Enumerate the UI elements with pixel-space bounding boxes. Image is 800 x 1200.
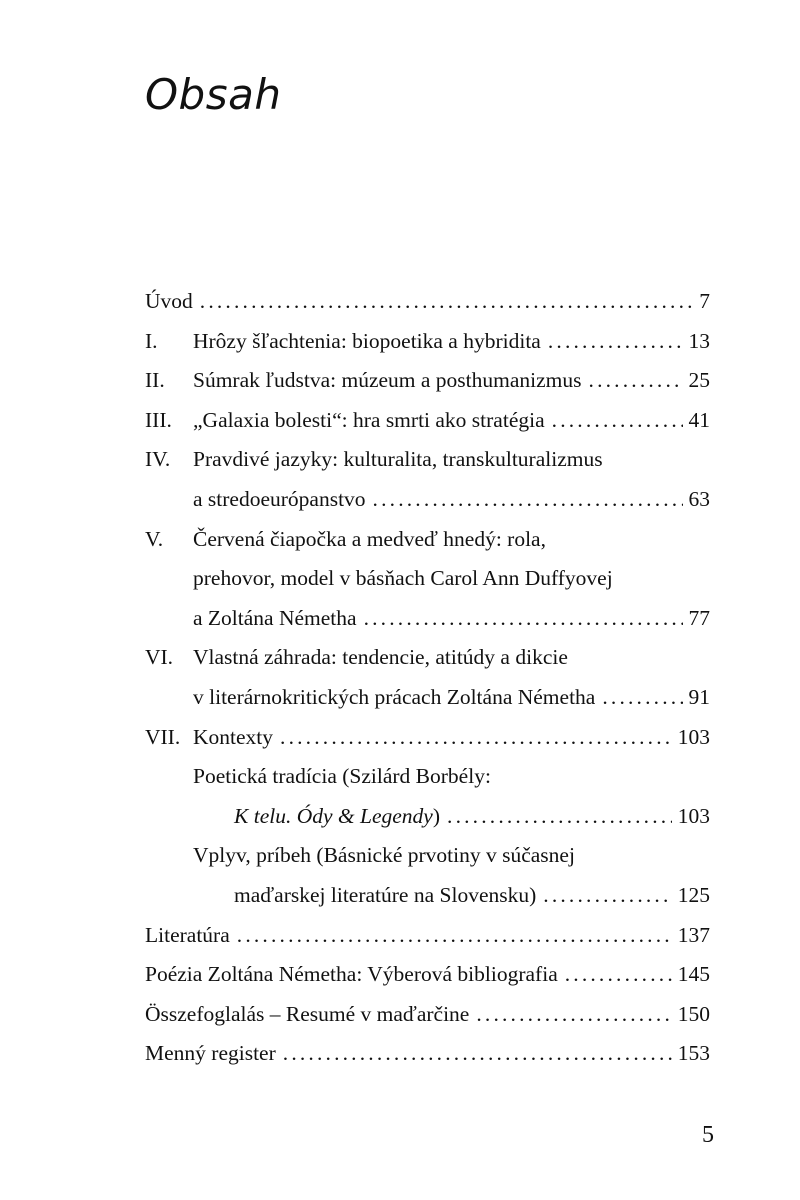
toc-entry-register <box>145 1034 710 1074</box>
dot-leader <box>548 322 683 362</box>
toc-page: 103 <box>677 803 710 828</box>
toc-entry-uvod <box>145 282 710 322</box>
chapter-number: II. <box>145 368 165 393</box>
toc-title-line: maďarskej literatúre na Slovensku) <box>234 882 537 907</box>
closing-paren: ) <box>432 803 441 828</box>
dot-leader <box>543 876 671 916</box>
toc-entry-chapter-5 <box>145 520 710 560</box>
toc-entry-chapter-6 <box>145 638 710 678</box>
toc-title-line: Pravdivé jazyky: kulturalita, transkulturalizmus <box>193 447 603 472</box>
toc-title-line: Vlastná záhrada: tendencie, atitúdy a dikcie <box>193 645 568 670</box>
toc-subentry-2-cont <box>145 876 710 916</box>
toc-title: Összefoglalás – Resumé v maďarčine <box>145 1001 470 1026</box>
toc-page: 125 <box>677 882 710 907</box>
toc-entry-chapter-4-cont <box>145 480 710 520</box>
toc-entry-chapter-1 <box>145 322 710 362</box>
toc-page: 13 <box>688 328 710 353</box>
chapter-number: III. <box>145 407 172 432</box>
toc-page: 25 <box>688 368 710 393</box>
dot-leader <box>373 480 683 520</box>
page-title: Obsah <box>145 70 282 119</box>
toc-subentry-1 <box>145 757 710 797</box>
dot-leader <box>447 797 672 837</box>
book-title-italic: K telu. Ódy & Legendy <box>234 803 433 828</box>
toc-page: 103 <box>677 724 710 749</box>
toc-entry-chapter-2 <box>145 361 710 401</box>
toc-entry-chapter-4 <box>145 440 710 480</box>
toc-entry-chapter-7 <box>145 718 710 758</box>
toc-page: 77 <box>688 605 710 630</box>
toc-title: Súmrak ľudstva: múzeum a posthumanizmus <box>193 368 582 393</box>
dot-leader <box>283 1034 672 1074</box>
toc-page: 41 <box>688 407 710 432</box>
toc-page: 91 <box>688 684 710 709</box>
chapter-number: IV. <box>145 447 171 472</box>
toc-entry-bibliografia <box>145 955 710 995</box>
toc-title-line: a Zoltána Németha <box>193 605 357 630</box>
toc-page: 150 <box>677 1001 710 1026</box>
toc-title: Hrôzy šľachtenia: biopoetika a hybridita <box>193 328 541 353</box>
toc-title-line: v literárnokritických prácach Zoltána Németha <box>193 684 596 709</box>
toc-page: 63 <box>688 486 710 511</box>
toc-title-line <box>234 797 440 837</box>
toc-title-line: prehovor, model v básňach Carol Ann Duffyovej <box>193 566 613 591</box>
toc-entry-literatura <box>145 916 710 956</box>
chapter-number: VII. <box>145 724 181 749</box>
toc-entry-chapter-5-cont <box>145 559 710 599</box>
toc-title: Literatúra <box>145 922 230 947</box>
chapter-number: VI. <box>145 645 174 670</box>
dot-leader <box>237 916 672 956</box>
toc-title: „Galaxia bolesti“: hra smrti ako stratégia <box>193 407 545 432</box>
toc-page: 153 <box>677 1041 710 1066</box>
dot-leader <box>565 955 672 995</box>
dot-leader <box>476 995 671 1035</box>
toc-page: 137 <box>677 922 710 947</box>
toc-title: Úvod <box>145 289 193 313</box>
toc-title-line: Vplyv, príbeh (Básnické prvotiny v súčasnej <box>193 843 575 868</box>
dot-leader <box>589 361 683 401</box>
dot-leader <box>280 718 672 758</box>
toc-title-line: Červená čiapočka a medveď hnedý: rola, <box>193 526 546 551</box>
toc-title-line: Poetická tradícia (Szilárd Borbély: <box>193 764 491 789</box>
toc-page: 145 <box>677 962 710 987</box>
toc-subentry-2 <box>145 836 710 876</box>
toc-title: Menný register <box>145 1041 276 1066</box>
toc-title-line: a stredoeurópanstvo <box>193 486 366 511</box>
dot-leader <box>552 401 683 441</box>
toc-page: 7 <box>699 289 710 313</box>
page-number: 5 <box>702 1122 714 1148</box>
toc-entry-chapter-3 <box>145 401 710 441</box>
toc-title: Poézia Zoltána Németha: Výberová bibliografia <box>145 962 558 987</box>
toc-entry-chapter-6-cont <box>145 678 710 718</box>
toc-entry-osszefoglalas <box>145 995 710 1035</box>
table-of-contents <box>145 282 710 1074</box>
dot-leader <box>364 599 683 639</box>
toc-entry-chapter-5-cont <box>145 599 710 639</box>
toc-title: Kontexty <box>193 724 274 749</box>
chapter-number: I. <box>145 328 158 353</box>
dot-leader <box>200 282 693 322</box>
dot-leader <box>602 678 682 718</box>
chapter-number: V. <box>145 526 164 551</box>
toc-subentry-1-cont <box>145 797 710 837</box>
